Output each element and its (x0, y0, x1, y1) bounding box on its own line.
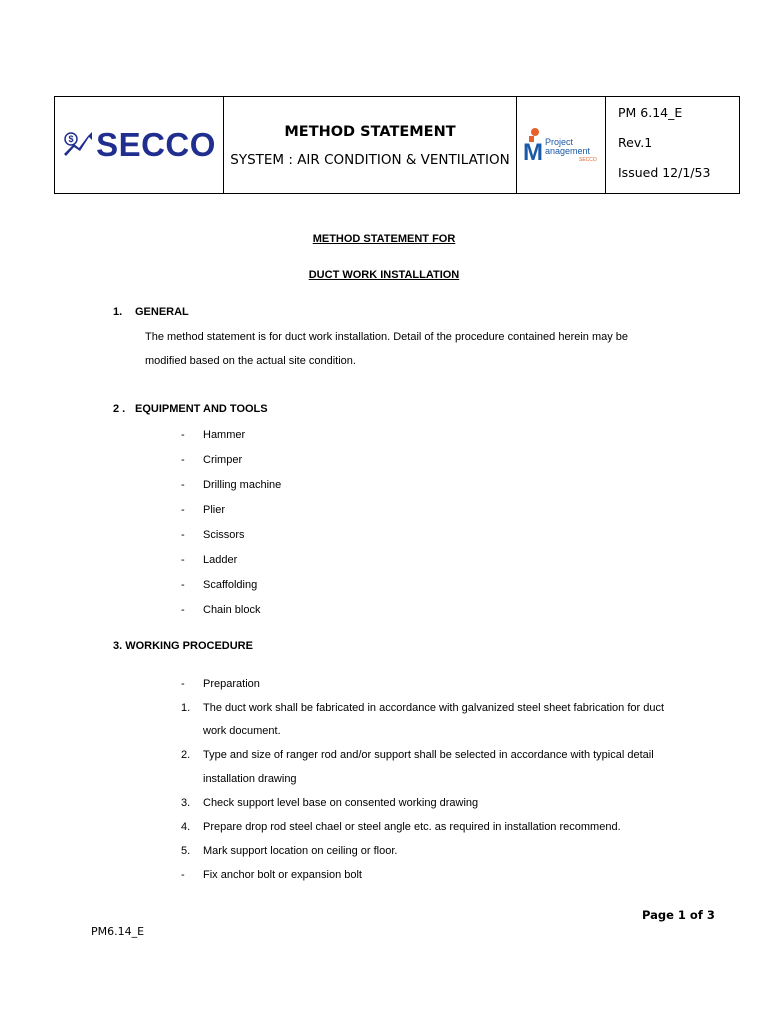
project-management-logo (517, 97, 605, 193)
list-item-continuation: work document. (203, 725, 281, 737)
document-code: PM 6.14_E (618, 105, 683, 120)
list-item-marker: - (181, 479, 185, 491)
list-item-continuation: installation drawing (203, 773, 297, 785)
list-item-marker: - (181, 678, 185, 690)
document-revision: Rev.1 (618, 135, 653, 150)
list-item: Chain block (203, 604, 261, 616)
list-item: Ladder (203, 554, 238, 566)
section-2-number: 2 . (113, 403, 126, 415)
list-item-marker: - (181, 579, 185, 591)
page-number: Page 1 of 3 (642, 908, 715, 922)
document-info-cell (606, 97, 740, 194)
list-item-marker: 3. (181, 797, 191, 809)
pm-logo-line-3: SECCO (579, 157, 597, 163)
list-item-marker: 1. (181, 702, 191, 714)
list-item-marker: - (181, 504, 185, 516)
section-1-number: 1. (113, 306, 123, 318)
secco-logo-icon (62, 130, 94, 160)
list-item: Plier (203, 504, 226, 516)
document-title: METHOD STATEMENT (284, 124, 456, 140)
list-item: Preparation (203, 678, 260, 690)
list-item-marker: - (181, 869, 185, 881)
list-item: Mark support location on ceiling or floor. (203, 845, 398, 857)
list-item: Drilling machine (203, 479, 282, 491)
list-item: Fix anchor bolt or expansion bolt (203, 869, 362, 881)
list-item-marker: - (181, 554, 185, 566)
heading-line-1: METHOD STATEMENT FOR (312, 233, 456, 245)
document-issued-date: Issued 12/1/53 (618, 165, 711, 180)
list-item: Check support level base on consented working drawing (203, 797, 479, 809)
project-management-logo-icon (521, 124, 601, 166)
section-3-title: 3. WORKING PROCEDURE (113, 640, 253, 652)
pm-logo-cell (517, 97, 606, 194)
pm-logo-line-1: Project (545, 137, 574, 147)
pm-logo-line-2: anagement (545, 146, 591, 156)
list-item-marker: - (181, 454, 185, 466)
svg-text:M: M (523, 139, 543, 166)
svg-text:$: $ (68, 134, 74, 144)
list-item: Type and size of ranger rod and/or support shall be selected in accordance with typical detail (203, 749, 654, 761)
list-item-marker: - (181, 604, 185, 616)
list-item-marker: 2. (181, 749, 191, 761)
title-cell (224, 97, 517, 194)
section-1-text-line-2: modified based on the actual site condition. (145, 355, 356, 367)
footer-document-code: PM6.14_E (91, 925, 145, 938)
list-item-marker: 4. (181, 821, 191, 833)
document-system: SYSTEM : AIR CONDITION & VENTILATION (230, 152, 510, 168)
list-item: Hammer (203, 429, 246, 441)
list-item: Scissors (203, 529, 245, 541)
document-header (54, 96, 740, 194)
secco-logo-cell (55, 97, 224, 194)
list-item-marker: 5. (181, 845, 191, 857)
heading-line-2: DUCT WORK INSTALLATION (308, 269, 460, 281)
list-item-marker: - (181, 529, 185, 541)
secco-logo (55, 97, 223, 193)
section-2-title: EQUIPMENT AND TOOLS (135, 403, 268, 415)
section-1-title: GENERAL (135, 306, 189, 318)
list-item: Crimper (203, 454, 243, 466)
list-item-marker: - (181, 429, 185, 441)
list-item: The duct work shall be fabricated in accordance with galvanized steel sheet fabrication for duct (203, 702, 665, 714)
section-1-text-line-1: The method statement is for duct work installation. Detail of the procedure contained herein may be (145, 331, 629, 343)
secco-logo-text: SECCO (96, 126, 216, 163)
list-item: Prepare drop rod steel chael or steel angle etc. as required in installation recommend. (203, 821, 621, 833)
list-item: Scaffolding (203, 579, 258, 591)
